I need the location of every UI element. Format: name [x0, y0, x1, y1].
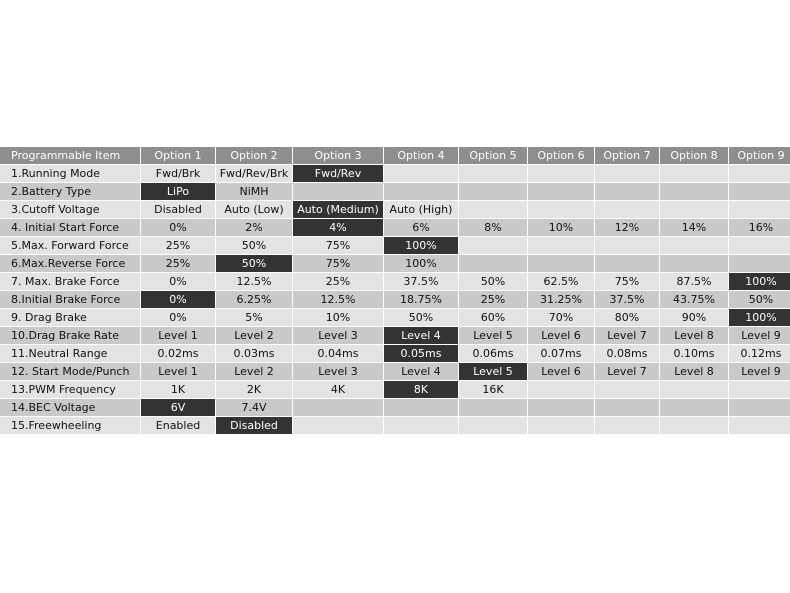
- option-cell: [528, 165, 594, 182]
- header-option-2: Option 2: [216, 147, 292, 164]
- option-cell: 87.5%: [660, 273, 728, 290]
- table-row: [0, 201, 790, 218]
- option-cell: Level 8: [660, 327, 728, 344]
- option-cell: 0.10ms: [660, 345, 728, 362]
- table-row: [0, 291, 790, 308]
- option-cell: 10%: [528, 219, 594, 236]
- option-cell: [528, 399, 594, 416]
- option-cell: Level 3: [293, 327, 383, 344]
- option-cell: [293, 417, 383, 434]
- option-cell: 0.08ms: [595, 345, 659, 362]
- option-cell: Level 5: [459, 327, 527, 344]
- option-cell: [660, 255, 728, 272]
- option-cell: 12%: [595, 219, 659, 236]
- option-cell: Level 9: [729, 327, 790, 344]
- option-cell: [384, 183, 458, 200]
- option-cell: 62.5%: [528, 273, 594, 290]
- option-cell: 50%: [729, 291, 790, 308]
- option-cell: [528, 381, 594, 398]
- option-cell: 0.04ms: [293, 345, 383, 362]
- option-cell-default: Auto (Medium): [293, 201, 383, 218]
- item-name: 14.BEC Voltage: [0, 399, 140, 416]
- option-cell: Disabled: [141, 201, 215, 218]
- option-cell: [660, 417, 728, 434]
- table-row: [0, 165, 790, 182]
- option-cell: [528, 417, 594, 434]
- item-name: 10.Drag Brake Rate: [0, 327, 140, 344]
- item-name: 8.Initial Brake Force: [0, 291, 140, 308]
- option-cell: 5%: [216, 309, 292, 326]
- table-row: [0, 255, 790, 272]
- option-cell: 12.5%: [216, 273, 292, 290]
- option-cell: Level 2: [216, 363, 292, 380]
- item-name: 4. Initial Start Force: [0, 219, 140, 236]
- option-cell: [293, 183, 383, 200]
- option-cell: [729, 381, 790, 398]
- option-cell-default: 100%: [384, 237, 458, 254]
- item-name: 12. Start Mode/Punch: [0, 363, 140, 380]
- option-cell: 0.03ms: [216, 345, 292, 362]
- item-name: 3.Cutoff Voltage: [0, 201, 140, 218]
- option-cell-default: 100%: [729, 273, 790, 290]
- option-cell: 16%: [729, 219, 790, 236]
- header-row: [0, 147, 790, 164]
- option-cell: [459, 237, 527, 254]
- option-cell-default: 6V: [141, 399, 215, 416]
- option-cell: Level 1: [141, 363, 215, 380]
- item-name: 9. Drag Brake: [0, 309, 140, 326]
- option-cell-default: Fwd/Rev: [293, 165, 383, 182]
- option-cell: [729, 165, 790, 182]
- option-cell: [459, 255, 527, 272]
- option-cell: [595, 417, 659, 434]
- option-cell: [729, 237, 790, 254]
- option-cell: [729, 255, 790, 272]
- programmable-items-table: [0, 146, 790, 435]
- option-cell: 75%: [293, 255, 383, 272]
- option-cell-default: 100%: [729, 309, 790, 326]
- option-cell: Level 6: [528, 327, 594, 344]
- header-option-6: Option 6: [528, 147, 594, 164]
- option-cell: [729, 183, 790, 200]
- header-programmable-item: Programmable Item: [0, 147, 140, 164]
- option-cell: [660, 237, 728, 254]
- option-cell: 100%: [384, 255, 458, 272]
- option-cell: NiMH: [216, 183, 292, 200]
- table-body: [0, 165, 790, 434]
- option-cell: 2K: [216, 381, 292, 398]
- option-cell: [729, 417, 790, 434]
- option-cell: [384, 417, 458, 434]
- item-name: 5.Max. Forward Force: [0, 237, 140, 254]
- option-cell: 8%: [459, 219, 527, 236]
- option-cell: 75%: [595, 273, 659, 290]
- option-cell: [595, 399, 659, 416]
- option-cell: [528, 255, 594, 272]
- header-option-5: Option 5: [459, 147, 527, 164]
- option-cell: Fwd/Rev/Brk: [216, 165, 292, 182]
- option-cell-default: 4%: [293, 219, 383, 236]
- option-cell: [595, 381, 659, 398]
- option-cell: 37.5%: [595, 291, 659, 308]
- option-cell: 12.5%: [293, 291, 383, 308]
- option-cell: Enabled: [141, 417, 215, 434]
- option-cell: 14%: [660, 219, 728, 236]
- option-cell: Auto (Low): [216, 201, 292, 218]
- option-cell: Level 4: [384, 363, 458, 380]
- table-row: [0, 327, 790, 344]
- option-cell: [729, 201, 790, 218]
- option-cell: 10%: [293, 309, 383, 326]
- option-cell: 0%: [141, 309, 215, 326]
- option-cell: 50%: [384, 309, 458, 326]
- option-cell-default: Disabled: [216, 417, 292, 434]
- option-cell: 0.12ms: [729, 345, 790, 362]
- header-option-9: Option 9: [729, 147, 790, 164]
- option-cell: 0.06ms: [459, 345, 527, 362]
- option-cell: [459, 201, 527, 218]
- table-row: [0, 309, 790, 326]
- option-cell-default: Level 5: [459, 363, 527, 380]
- option-cell: 50%: [459, 273, 527, 290]
- item-name: 15.Freewheeling: [0, 417, 140, 434]
- option-cell: 6%: [384, 219, 458, 236]
- item-name: 13.PWM Frequency: [0, 381, 140, 398]
- option-cell: Level 9: [729, 363, 790, 380]
- option-cell: [459, 417, 527, 434]
- option-cell: 0%: [141, 273, 215, 290]
- option-cell: [729, 399, 790, 416]
- option-cell: [595, 183, 659, 200]
- option-cell: Level 6: [528, 363, 594, 380]
- option-cell: 7.4V: [216, 399, 292, 416]
- option-cell: 70%: [528, 309, 594, 326]
- option-cell-default: LiPo: [141, 183, 215, 200]
- item-name: 11.Neutral Range: [0, 345, 140, 362]
- option-cell: 0.02ms: [141, 345, 215, 362]
- option-cell: Level 7: [595, 363, 659, 380]
- option-cell: [528, 237, 594, 254]
- option-cell: [660, 201, 728, 218]
- option-cell: [293, 399, 383, 416]
- option-cell: [660, 381, 728, 398]
- option-cell: Level 3: [293, 363, 383, 380]
- option-cell: 25%: [141, 255, 215, 272]
- option-cell: 37.5%: [384, 273, 458, 290]
- option-cell: 31.25%: [528, 291, 594, 308]
- option-cell: [459, 165, 527, 182]
- option-cell: 16K: [459, 381, 527, 398]
- item-name: 2.Battery Type: [0, 183, 140, 200]
- option-cell: 60%: [459, 309, 527, 326]
- header-option-4: Option 4: [384, 147, 458, 164]
- option-cell: [595, 255, 659, 272]
- option-cell: 80%: [595, 309, 659, 326]
- option-cell: [660, 165, 728, 182]
- table-row: [0, 363, 790, 380]
- option-cell: 6.25%: [216, 291, 292, 308]
- header-option-1: Option 1: [141, 147, 215, 164]
- option-cell: [660, 399, 728, 416]
- header-option-3: Option 3: [293, 147, 383, 164]
- item-name: 7. Max. Brake Force: [0, 273, 140, 290]
- option-cell: [528, 183, 594, 200]
- option-cell: [459, 399, 527, 416]
- option-cell: [595, 237, 659, 254]
- option-cell-default: Level 4: [384, 327, 458, 344]
- table-row: [0, 417, 790, 434]
- option-cell: Level 7: [595, 327, 659, 344]
- option-cell-default: 8K: [384, 381, 458, 398]
- header-option-7: Option 7: [595, 147, 659, 164]
- option-cell: Level 8: [660, 363, 728, 380]
- option-cell: Fwd/Brk: [141, 165, 215, 182]
- option-cell: [459, 183, 527, 200]
- table-row: [0, 237, 790, 254]
- option-cell: 25%: [459, 291, 527, 308]
- option-cell: 43.75%: [660, 291, 728, 308]
- option-cell: [384, 399, 458, 416]
- option-cell: 50%: [216, 237, 292, 254]
- option-cell: Level 2: [216, 327, 292, 344]
- option-cell-default: 50%: [216, 255, 292, 272]
- option-cell: 0.07ms: [528, 345, 594, 362]
- table-row: [0, 273, 790, 290]
- option-cell: [528, 201, 594, 218]
- option-cell: 1K: [141, 381, 215, 398]
- option-cell: Level 1: [141, 327, 215, 344]
- option-cell: [660, 183, 728, 200]
- option-cell: 75%: [293, 237, 383, 254]
- table-row: [0, 345, 790, 362]
- option-cell: [595, 201, 659, 218]
- option-cell: [384, 165, 458, 182]
- option-cell: Auto (High): [384, 201, 458, 218]
- option-cell: [595, 165, 659, 182]
- option-cell: 25%: [141, 237, 215, 254]
- option-cell-default: 0.05ms: [384, 345, 458, 362]
- option-cell-default: 0%: [141, 291, 215, 308]
- table-row: [0, 183, 790, 200]
- option-cell: 18.75%: [384, 291, 458, 308]
- table-row: [0, 381, 790, 398]
- item-name: 6.Max.Reverse Force: [0, 255, 140, 272]
- option-cell: 90%: [660, 309, 728, 326]
- table-row: [0, 219, 790, 236]
- header-option-8: Option 8: [660, 147, 728, 164]
- option-cell: 0%: [141, 219, 215, 236]
- option-cell: 4K: [293, 381, 383, 398]
- table-row: [0, 399, 790, 416]
- option-cell: 2%: [216, 219, 292, 236]
- option-cell: 25%: [293, 273, 383, 290]
- item-name: 1.Running Mode: [0, 165, 140, 182]
